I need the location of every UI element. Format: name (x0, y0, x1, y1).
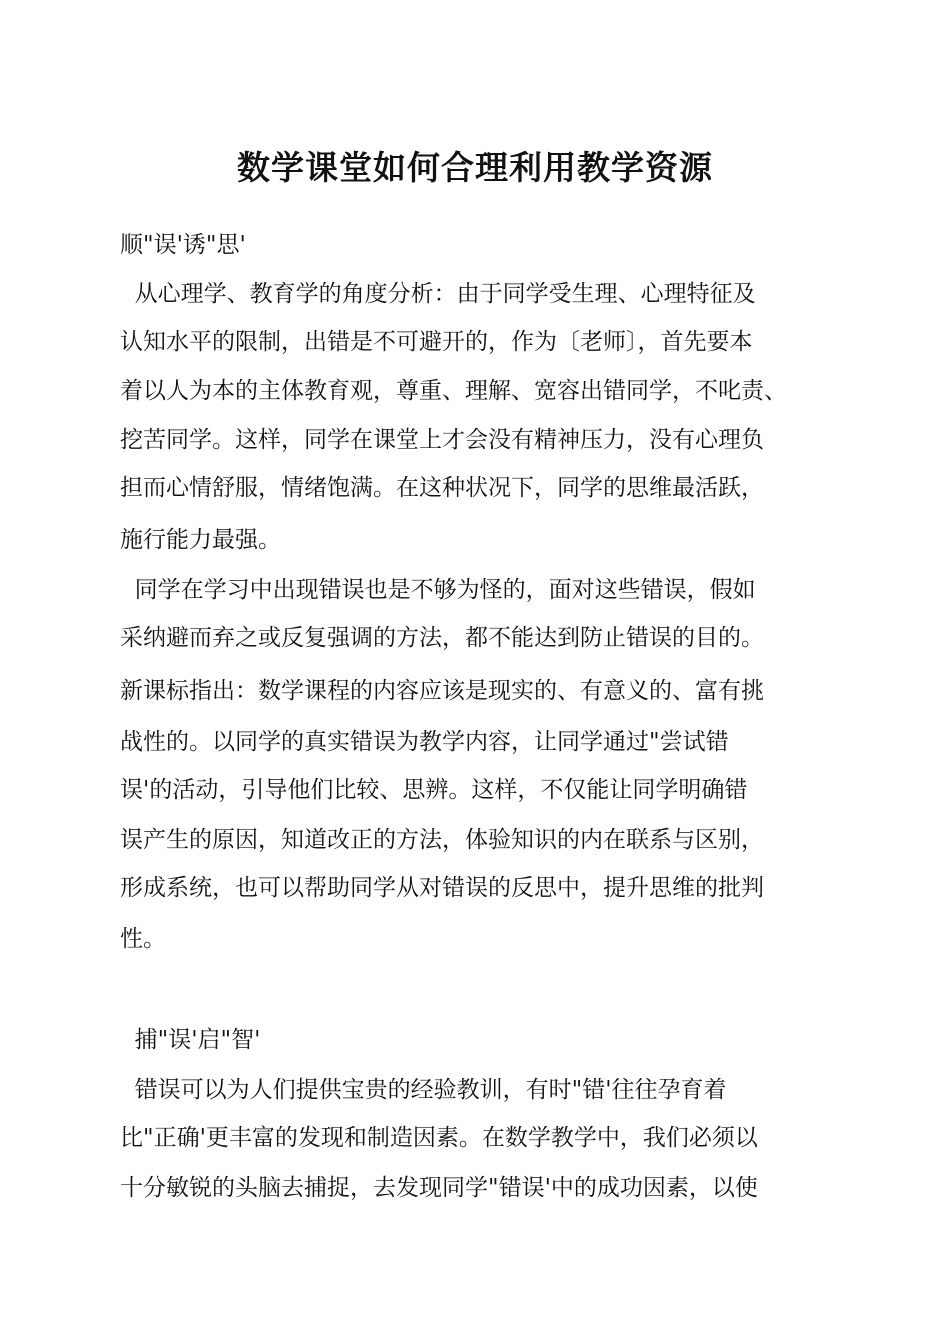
paragraph-line: 挖苦同学。这样，同学在课堂上才会没有精神压力，没有心理负 (120, 427, 764, 453)
paragraph-line: 从心理学、教育学的角度分析：由于同学受生理、心理特征及 (120, 281, 756, 307)
paragraph-line: 认知水平的限制，出错是不可避开的，作为〔老师〕，首先要本 (120, 329, 753, 355)
paragraph-line: 着以人为本的主体教育观，尊重、理解、宽容出错同学，不叱责、 (120, 378, 787, 404)
paragraph-line: 误'的活动，引导他们比较、思辨。这样，不仅能让同学明确错 (120, 777, 748, 803)
paragraph-line: 误产生的原因，知道改正的方法，体验知识的内在联系与区别， (120, 827, 764, 853)
paragraph-line: 战性的。以同学的真实错误为教学内容，让同学通过"尝试错 (120, 729, 729, 755)
paragraph-line: 形成系统，也可以帮助同学从对错误的反思中，提升思维的批判 (120, 875, 764, 901)
paragraph-line: 错误可以为人们提供宝贵的经验教训，有时"错'往往孕育着 (120, 1077, 727, 1103)
paragraph-line: 比"正确'更丰富的发现和制造因素。在数学教学中，我们必须以 (120, 1125, 758, 1151)
paragraph-line: 新课标指出：数学课程的内容应该是现实的、有意义的、富有挑 (120, 678, 764, 704)
paragraph-line: 施行能力最强。 (120, 527, 281, 553)
paragraph-line: 担而心情舒服，情绪饱满。在这种状况下，同学的思维最活跃， (120, 475, 764, 501)
section-heading: 捕"误'启"智' (120, 1027, 261, 1053)
paragraph-line: 十分敏锐的头脑去捕捉，去发现同学"错误'中的成功因素，以使 (120, 1175, 758, 1201)
paragraph-line: 同学在学习中出现错误也是不够为怪的，面对这些错误，假如 (120, 577, 756, 603)
paragraph-line: 性。 (120, 926, 166, 952)
document-title: 数学课堂如何合理利用教学资源 (237, 148, 713, 187)
paragraph-line: 采纳避而弃之或反复强调的方法，都不能达到防止错误的目的。 (120, 625, 764, 651)
section-heading: 顺"误'诱"思' (120, 232, 246, 258)
